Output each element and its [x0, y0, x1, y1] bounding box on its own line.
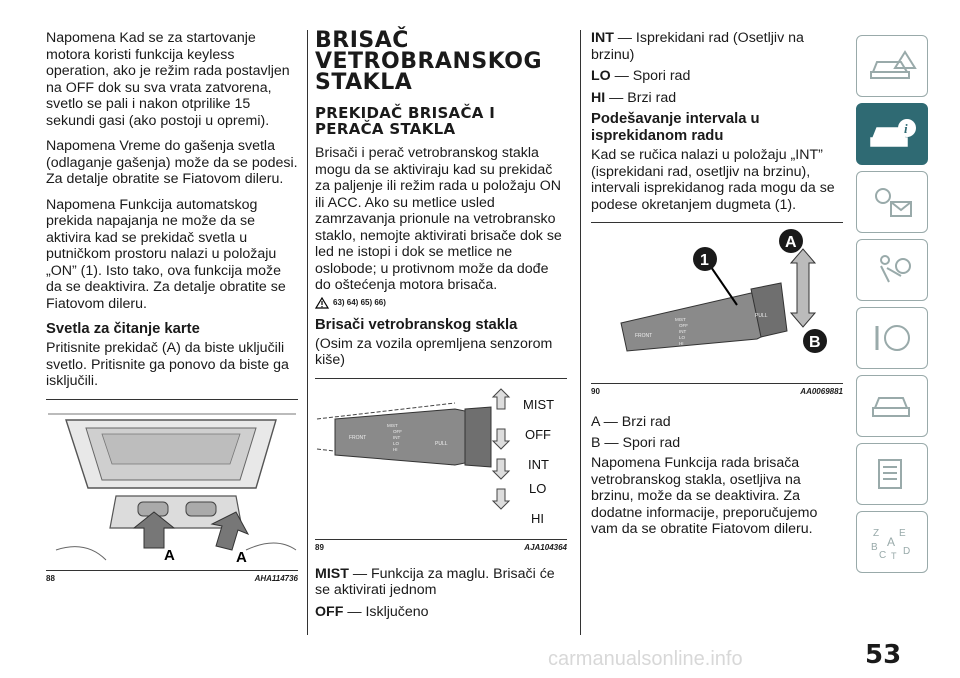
item-text: — Isključeno [343, 603, 429, 620]
callout-1: 1 [700, 252, 709, 269]
item-key: LO [591, 68, 611, 84]
stalk-label-lo: LO [679, 335, 686, 340]
callout-b: B [809, 334, 821, 351]
figure-88-map-lights [46, 400, 298, 570]
index-letter-z: Z [873, 528, 880, 539]
paragraph-speed-sensitive-note: Napomena Funkcija rada brisača vetrobranskog stakla, osetljiva na brzinu, može da se deaktivira. Za dodatne informacije, preporučujemo vam da se obratite Fiatovom dileru. [591, 455, 818, 537]
section-heading [315, 105, 567, 137]
item-text: — Funkcija za maglu. Brisači će se aktivirati jednom [315, 565, 555, 598]
page-title [315, 30, 567, 93]
item-text: — Spori rad [610, 68, 691, 84]
figure-caption [46, 571, 298, 583]
paragraph-delay-note: Napomena Vreme do gašenja svetla (odlaganje gašenja) može da se podesi. Za detalje obratite se Fiatovom dileru. [46, 138, 298, 187]
index-letter-d: D [903, 546, 911, 557]
index-letter-a: A [887, 535, 896, 549]
figure-code: AJA104364 [524, 542, 567, 552]
column-divider [307, 30, 308, 635]
stalk-label-off: OFF [393, 428, 402, 434]
position-label-int: INT [528, 456, 549, 472]
heading-map-lights: Svetla za čitanje karte [46, 321, 200, 337]
tab-airbag-person[interactable] [856, 239, 928, 301]
column-left [46, 30, 298, 583]
tab-light-mail[interactable] [856, 171, 928, 233]
wiper-stalk-illustration [315, 379, 567, 539]
item-key: MIST [315, 565, 349, 582]
stalk-label-hi: HI [393, 446, 398, 452]
figure-code: AHA114736 [254, 573, 298, 583]
abc-index-icon [867, 524, 917, 560]
index-letter-e: E [899, 528, 906, 539]
footer-watermark: carmanualsonline.info [548, 648, 743, 670]
paragraph-auto-cutoff-note: Napomena Funkcija automatskog prekida napajanja ne može da se aktivira kad se prekidač svetla u putničkom prostoru nalazi u položaju „ON” (1). Isto tako, ova funkcija može da se deaktivira. Za detalje obratite se Fiatovom dileru. [46, 196, 286, 312]
paragraph-rain-sensor-note: (Osim za vozila opremljena senzorom kiše) [315, 335, 553, 368]
stalk-label-lo: LO [393, 440, 400, 446]
stalk-label-off: OFF [679, 323, 688, 328]
stalk-label-front: FRONT [349, 434, 367, 441]
paragraph-keyless-note: Napomena Kad se za startovanje motora koristi funkcija keyless operation, ako je režim rada postavljen na OFF dok su sva vrata zatvorena, svetlo se pali i nakon otprilike 15 sekundi gasi (ako postoji u opremi). [46, 30, 290, 129]
airbag-person-icon [867, 252, 917, 288]
column-middle [315, 30, 567, 625]
stalk-label-int: INT [679, 329, 687, 334]
figure-number: 90 [591, 387, 600, 396]
title-line-1: BRISAČ [315, 28, 409, 53]
figure-90-interval-knob [591, 223, 843, 383]
stalk-label-hi: HI [679, 341, 684, 346]
warning-triangle-icon [315, 297, 329, 309]
paragraph-interval-adjust: Kad se ručica nalazi u položaju „INT” (isprekidani rad, osetljiv na brzinu), intervali isprekidanog rada mogu da se podese okretanjem dugmeta (1). [591, 147, 835, 213]
tab-checklist[interactable] [856, 443, 928, 505]
item-key: HI [591, 89, 606, 106]
stalk-label-front: FRONT [635, 333, 653, 339]
list-item-mist [315, 566, 567, 599]
tab-car-info[interactable] [856, 103, 928, 165]
list-item-int [591, 30, 843, 63]
figure-label-a-left: A [164, 546, 175, 564]
heading-interval-adjust: Podešavanje intervala u isprekidanom radu [591, 111, 760, 144]
car-front-icon [867, 388, 917, 424]
stalk-label-mist: MIST [675, 317, 686, 322]
info-glyph: i [904, 121, 908, 136]
stalk-label-pull: PULL [435, 440, 448, 447]
position-label-mist: MIST [523, 396, 555, 412]
warning-references [315, 297, 567, 309]
position-label-off: OFF [525, 426, 551, 442]
paragraph-map-lights: Pritisnite prekidač (A) da biste uključili svetlo. Pritisnite ga ponovo da biste ga isključili. [46, 340, 289, 389]
steering-key-icon [867, 320, 917, 356]
list-item-hi [591, 90, 843, 107]
checklist-icon [867, 456, 917, 492]
title-line-2: VETROBRANSKOG [315, 49, 543, 74]
section-heading-line-2: PERAČA STAKLA [315, 120, 456, 138]
callout-a: A [785, 234, 797, 251]
tab-abc-index[interactable] [856, 511, 928, 573]
tab-car-front[interactable] [856, 375, 928, 437]
interval-knob-illustration [591, 223, 843, 383]
light-mail-icon [867, 184, 917, 220]
stalk-label-pull: PULL [755, 313, 768, 319]
item-key: OFF [315, 603, 344, 620]
warning-reference-numbers: 63) 64) 65) 66) [333, 298, 386, 307]
legend-a: A — Brzi rad [591, 414, 671, 430]
list-item-lo [591, 68, 843, 85]
item-key: INT [591, 30, 614, 46]
tab-car-warning[interactable] [856, 35, 928, 97]
map-lights-illustration [46, 400, 298, 570]
figure-number: 88 [46, 573, 55, 583]
legend-b: B — Spori rad [591, 434, 681, 451]
tab-steering-key[interactable] [856, 307, 928, 369]
heading-windshield-wipers: Brisači vetrobranskog stakla [315, 316, 518, 333]
index-letter-b: B [871, 542, 878, 553]
paragraph-wiper-intro: Brisači i perač vetrobranskog stakla mogu da se aktiviraju kad su prekidač za paljenje ili režim rada u položaju ON ili ACC. Ako su metlice usled zamrzavanja prionule na vetrobransko staklo, nemojte aktivirati brisače dok se led ne istopi i dok se metlice ne oslobode; u protivnom može da dođe do oštećenja motora brisača. [315, 145, 562, 293]
stalk-label-mist: MIST [387, 422, 398, 428]
figure-89-wiper-stalk [315, 379, 567, 539]
position-label-hi: HI [531, 510, 544, 526]
chapter-sidebar [856, 35, 928, 579]
figure-label-a-right: A [236, 548, 247, 566]
page-number: 53 [865, 640, 902, 670]
car-info-icon [867, 116, 917, 152]
figure-caption [591, 384, 843, 396]
position-label-lo: LO [529, 480, 547, 496]
title-line-3: STAKLA [315, 70, 413, 95]
index-letter-t: T [891, 551, 897, 560]
figure-code: AA0069881 [800, 387, 843, 396]
column-right [591, 30, 843, 547]
column-divider [580, 30, 581, 635]
section-heading-line-1: PREKIDAČ BRISAČA I [315, 104, 496, 122]
car-warning-icon [867, 48, 917, 84]
figure-number: 89 [315, 542, 324, 552]
figure-caption [315, 540, 567, 552]
index-letter-c: C [879, 550, 887, 560]
stalk-label-int: INT [393, 434, 401, 440]
list-item-off [315, 604, 567, 621]
item-text: — Isprekidani rad (Osetljiv na brzinu) [591, 30, 804, 63]
item-text: — Brzi rad [605, 89, 677, 106]
